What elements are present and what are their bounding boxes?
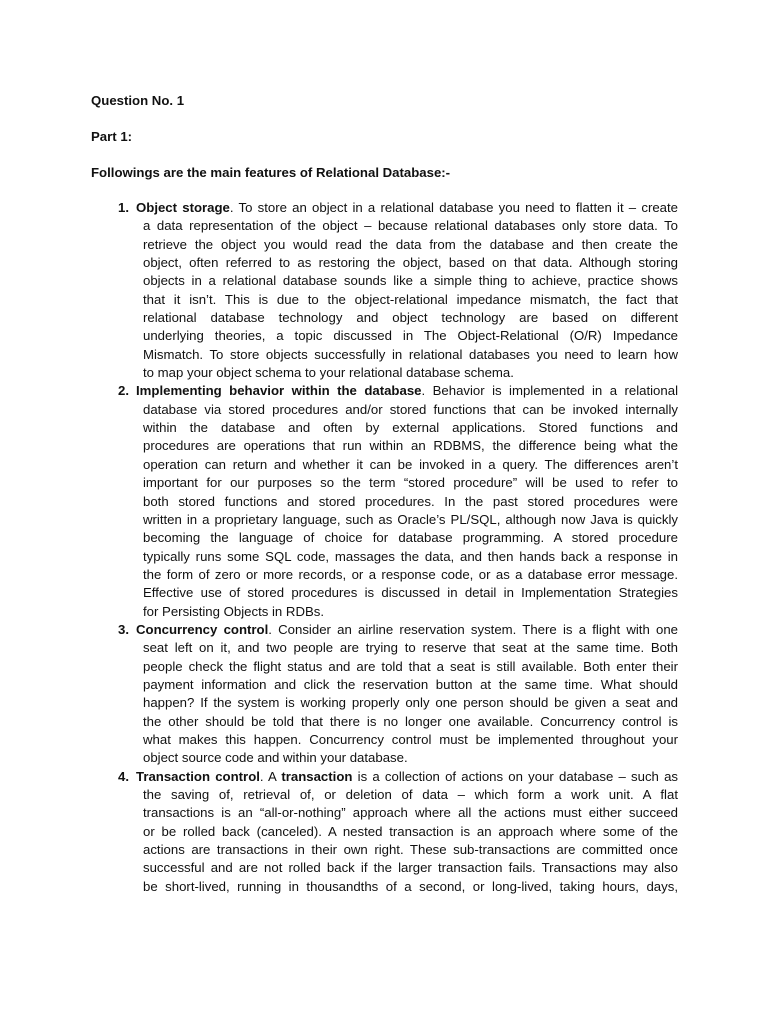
feature-bold-term: transaction xyxy=(281,768,353,784)
feature-first-line-text: . Consider an airline reservation system. There is a flight with one xyxy=(268,621,679,637)
feature-first-line-text: . A xyxy=(259,768,282,784)
question-heading: Question No. 1 xyxy=(91,93,185,108)
feature-text-line: a data representation of the object – because relational databases only store data. To xyxy=(143,218,678,234)
feature-text-line: Mismatch. To store objects successfully in relational databases you need to learn how xyxy=(143,346,678,362)
feature-number: 4. xyxy=(118,768,129,784)
feature-text-line: payment information and click the reservation button at the same time. What should xyxy=(143,676,678,692)
feature-text-line: within the database and often by external applications. Stored functions and xyxy=(143,420,678,436)
feature-text-line: the form of zero or more records, or a response code, or as a database error message. xyxy=(143,566,678,582)
features-list xyxy=(118,199,678,896)
feature-text-line: written in a proprietary language, such as Oracle’s PL/SQL, although now Java is quickly xyxy=(143,511,678,527)
feature-text-line: happen? If the system is working properly only one person should be given a seat and xyxy=(143,695,678,711)
feature-text-line: be short-lived, running in thousandths of a second, or long-lived, taking hours, days, xyxy=(143,878,678,894)
feature-text-line: operation can return and whether it can be invoked in a query. The differences aren’t xyxy=(143,456,678,472)
feature-text-line: database via stored procedures and/or stored functions that can be invoked internally xyxy=(143,401,678,417)
feature-item xyxy=(118,621,678,768)
feature-title: Concurrency control xyxy=(136,621,269,637)
part-heading: Part 1: xyxy=(91,129,133,144)
feature-first-line-text: . Behavior is implemented in a relational xyxy=(421,383,678,399)
feature-text-line: both stored functions and stored procedures. In the past stored procedures were xyxy=(143,493,678,509)
feature-title: Transaction control xyxy=(136,768,260,784)
feature-first-line-text: . To store an object in a relational database you need to flatten it – create xyxy=(229,200,679,215)
feature-text-line: actions are transactions in their own right. These sub-transactions are committed once xyxy=(143,842,678,858)
feature-text-line: transactions is an “all-or-nothing” approach where all the actions must either succeed xyxy=(143,805,678,821)
feature-number: 1. xyxy=(118,200,129,215)
feature-text-line: objects in a relational database sounds like a simple thing to achieve, practice shows xyxy=(143,273,678,289)
feature-text-line: retrieve the object you would read the data from the database and then create the xyxy=(143,236,678,252)
feature-number: 3. xyxy=(118,621,129,637)
feature-text-line: or be rolled back (canceled). A nested transaction is an approach where some of the xyxy=(143,823,678,839)
feature-first-line xyxy=(136,382,678,400)
feature-first-line xyxy=(136,768,678,786)
feature-text-line: procedures are operations that run within an RDBMS, the difference being what the xyxy=(143,438,678,454)
feature-text-line: typically runs some SQL code, massages the data, and then hands back a response in xyxy=(143,548,678,564)
intro-heading: Followings are the main features of Relational Database:- xyxy=(91,165,451,180)
feature-text-line: people check the flight status and are told that a seat is still available. Both enter their xyxy=(143,658,678,674)
feature-text-line: for Persisting Objects in RDBs. xyxy=(143,603,325,619)
feature-title: Implementing behavior within the database xyxy=(136,383,422,399)
feature-item xyxy=(118,382,678,620)
feature-item xyxy=(118,768,678,896)
feature-text-line: important for our purposes so the term “stored procedure” will be used to refer to xyxy=(143,475,678,491)
feature-number: 2. xyxy=(118,383,129,399)
feature-text-line: what makes this happen. Concurrency control must be implemented throughout your xyxy=(143,731,678,747)
feature-text-line: that it isn’t. This is due to the object-relational impedance mismatch, the fact that xyxy=(143,291,678,307)
feature-text-line: object source code and within your database. xyxy=(143,750,408,766)
feature-text-line: Effective use of stored procedures is discussed in detail in Implementation Strategies xyxy=(143,585,678,601)
feature-text-line: becoming the language of choice for database programming. A stored procedure xyxy=(143,530,678,546)
feature-first-line xyxy=(136,199,678,217)
feature-title: Object storage xyxy=(136,200,230,215)
feature-text-line: relational database technology and object technology are based on different xyxy=(143,310,678,326)
feature-first-line xyxy=(136,621,678,639)
feature-text-line: object, often referred to as restoring the object, based on that data. Although storing xyxy=(143,255,678,271)
feature-text-line: seat left on it, and two people are trying to reserve that seat at the same time. Both xyxy=(143,640,678,656)
feature-text-line: to map your object schema to your relational database schema. xyxy=(143,365,514,381)
feature-item xyxy=(118,199,678,382)
feature-text-line: successful and are not rolled back if the larger transaction fails. Transactions may also xyxy=(143,860,678,876)
feature-text-line: the saving of, retrieval of, or deletion of data – which form a work unit. A flat xyxy=(143,787,678,802)
feature-text-line: underlying theories, a topic discussed in The Object-Relational (O/R) Impedance xyxy=(143,328,678,344)
feature-first-line-text: is a collection of actions on your database – such as xyxy=(352,768,679,784)
feature-text-line: the other should be told that there is no longer one available. Concurrency control is xyxy=(143,713,678,729)
